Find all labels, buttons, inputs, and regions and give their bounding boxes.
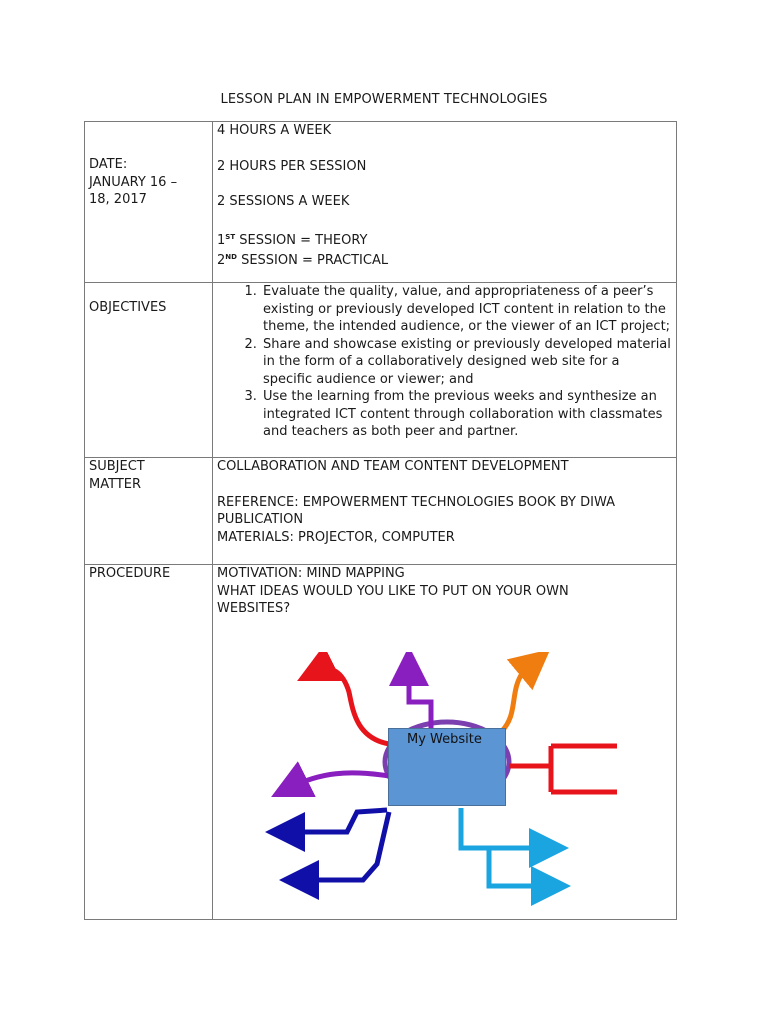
objectives-label: OBJECTIVES [89,300,167,315]
lesson-plan-table [84,121,677,920]
objectives-label-cell [85,283,213,458]
procedure-label-cell [85,565,213,920]
date-label: DATE: [89,157,128,172]
hours-per-week: 4 HOURS A WEEK [217,123,332,138]
procedure-row [85,565,677,920]
mind-map-diagram [239,652,659,912]
subject-matter-row [85,458,677,565]
objective-item: 3. Use the learning from the previous weeks and synthesize an integrated ICT content through collaboration with classmates and teachers as both peer and partner. [261,388,672,441]
light-blue-arrow-lower [489,848,551,886]
session-1-line: 1ST SESSION = THEORY [217,232,368,248]
document-title: LESSON PLAN IN EMPOWERMENT TECHNOLOGIES [220,92,548,107]
subject-cell [213,458,677,565]
question-line2: WEBSITES? [217,601,291,616]
mind-map-center-box: My Website [388,728,506,806]
red-bracket-right [509,746,617,792]
objectives-cell [213,283,677,458]
objective-item: 1. Evaluate the quality, value, and appropriateness of a peer’s existing or previously developed ICT content in relation to the theme, the intended audience, or the viewer of an ICT project; [261,283,672,336]
subject-label-cell [85,458,213,565]
sessions-per-week: 2 SESSIONS A WEEK [217,194,350,209]
question-line1: WHAT IDEAS WOULD YOU LIKE TO PUT ON YOUR OWN [217,583,569,599]
objectives-row [85,283,677,458]
materials: MATERIALS: PROJECTOR, COMPUTER [217,529,455,545]
session-2-line: 2ND SESSION = PRACTICAL [217,253,389,268]
procedure-cell [213,565,677,920]
date-value-line1: JANUARY 16 – [89,174,178,190]
dark-blue-arrow-lower [299,812,389,880]
reference-line2: PUBLICATION [217,512,304,527]
date-label-cell [85,122,213,283]
purple-arrow-up [409,666,431,730]
schedule-cell [213,122,677,283]
reference-line1: REFERENCE: EMPOWERMENT TECHNOLOGIES BOOK BY DIWA [217,494,615,510]
objectives-list [217,283,672,441]
motivation: MOTIVATION: MIND MAPPING [217,566,405,581]
red-arrow-left [315,668,389,743]
subject-label-line2: MATTER [89,476,141,492]
objective-item: 2. Share and showcase existing or previously developed material in the form of a collaboratively designed web site for a specific audience or viewer; and [261,336,672,389]
purple-arrow-left [289,772,389,787]
dark-blue-arrow-upper [285,810,387,832]
light-blue-arrow-upper [461,808,549,848]
subject-topic: COLLABORATION AND TEAM CONTENT DEVELOPMENT [217,459,569,474]
date-value-line2: 18, 2017 [89,192,147,207]
procedure-label: PROCEDURE [89,566,171,581]
hours-per-session: 2 HOURS PER SESSION [217,158,367,174]
date-row [85,122,677,283]
orange-arrow-right [501,662,535,732]
subject-label-line1: SUBJECT [89,459,145,474]
